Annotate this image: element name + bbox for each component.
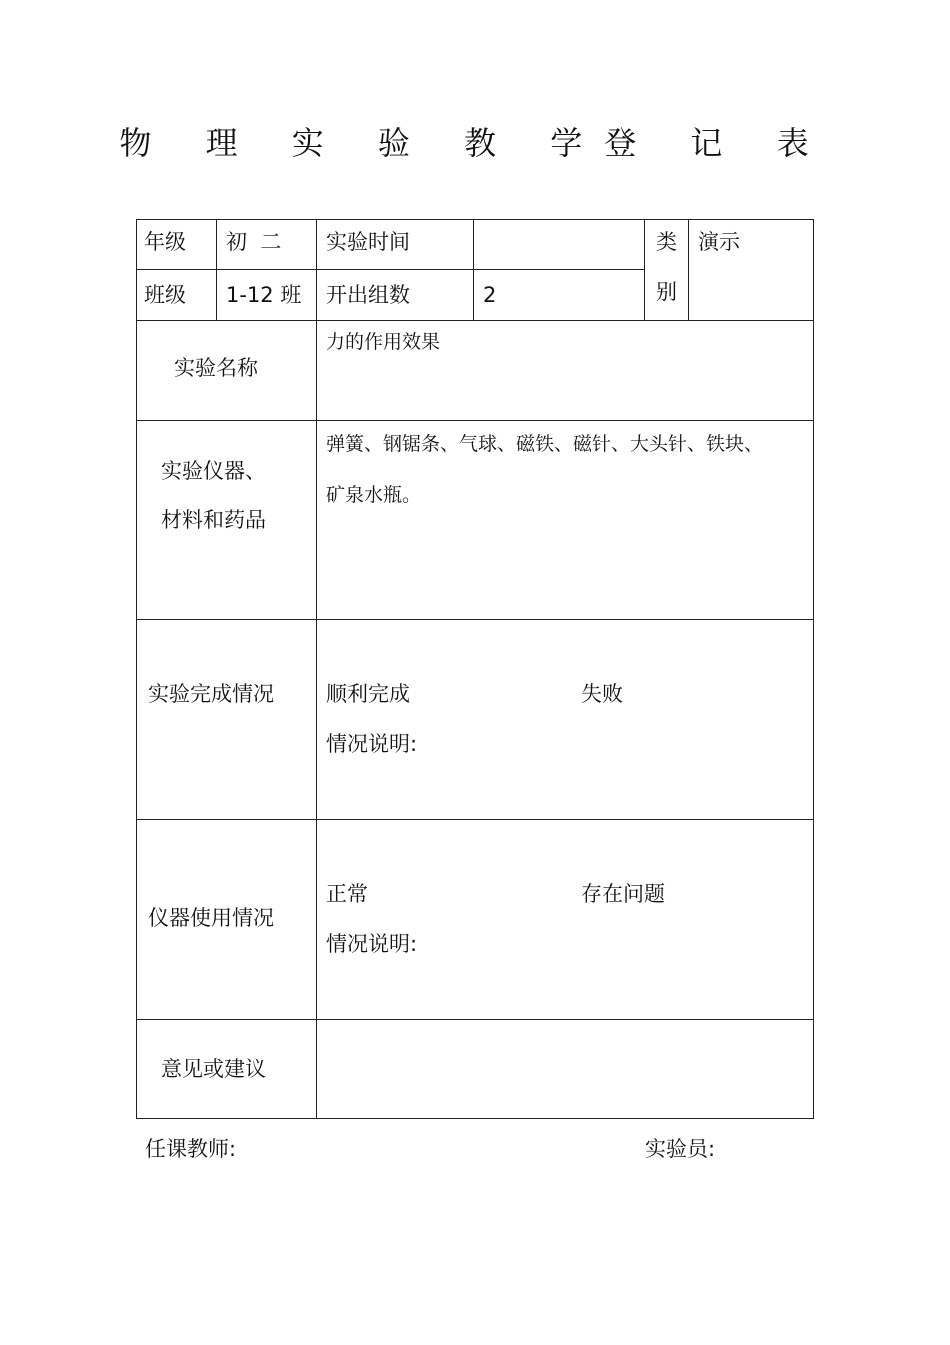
usage-label: 仪器使用情况 [148,906,274,930]
class-value: 1-12 班 [226,283,302,307]
time-label: 实验时间 [326,230,410,254]
completion-value-cell [317,620,813,820]
category-value-cell[interactable] [689,220,813,321]
completion-note-label: 情况说明: [326,732,418,756]
experiment-name-label: 实验名称 [174,356,258,380]
class-value-cell[interactable] [217,270,317,321]
usage-note-label: 情况说明: [326,932,418,956]
usage-option-problem[interactable]: 存在问题 [581,882,665,906]
grade-label: 年级 [144,230,186,254]
grade-label-cell [137,220,217,270]
class-label: 班级 [144,283,186,307]
completion-option-fail[interactable]: 失败 [581,682,623,706]
time-value-cell[interactable] [474,220,645,270]
completion-option-success[interactable]: 顺利完成 [326,682,410,706]
class-label-cell [137,270,217,321]
equipment-label-line1: 实验仪器、 [161,459,266,483]
grade-value-cell[interactable] [217,220,317,270]
category-label-top: 类 [656,230,677,254]
completion-label-cell [137,620,317,820]
equipment-value-cell[interactable] [317,421,813,620]
usage-value-cell [317,820,813,1020]
usage-option-normal[interactable]: 正常 [326,882,368,906]
equipment-label-line2: 材料和药品 [161,508,266,532]
groups-label: 开出组数 [326,283,410,307]
page-title: 物 理 实 验 教 学登 记 表 [119,124,831,162]
assistant-signature-label: 实验员: [645,1137,716,1161]
teacher-signature-label: 任课教师: [145,1137,237,1161]
category-label-cell [645,220,689,321]
category-label-bottom: 别 [656,280,677,304]
registration-form-table [136,219,814,1119]
groups-value: 2 [483,283,497,307]
equipment-value-line1: 弹簧、钢锯条、气球、磁铁、磁针、大头针、铁块、 [326,433,764,455]
advice-value-cell[interactable] [317,1020,813,1118]
time-label-cell [317,220,474,270]
groups-value-cell[interactable] [474,270,645,321]
category-value: 演示 [698,230,740,254]
experiment-name-value-cell[interactable] [317,321,813,421]
grade-value: 初 二 [226,230,282,254]
groups-label-cell [317,270,474,321]
advice-label-cell [137,1020,317,1118]
equipment-label-cell [137,421,317,620]
experiment-name-label-cell [137,321,317,421]
advice-label: 意见或建议 [161,1057,266,1081]
equipment-value-line2: 矿泉水瓶。 [326,484,422,506]
experiment-name-value: 力的作用效果 [326,331,441,353]
completion-label: 实验完成情况 [148,682,274,706]
usage-label-cell [137,820,317,1020]
